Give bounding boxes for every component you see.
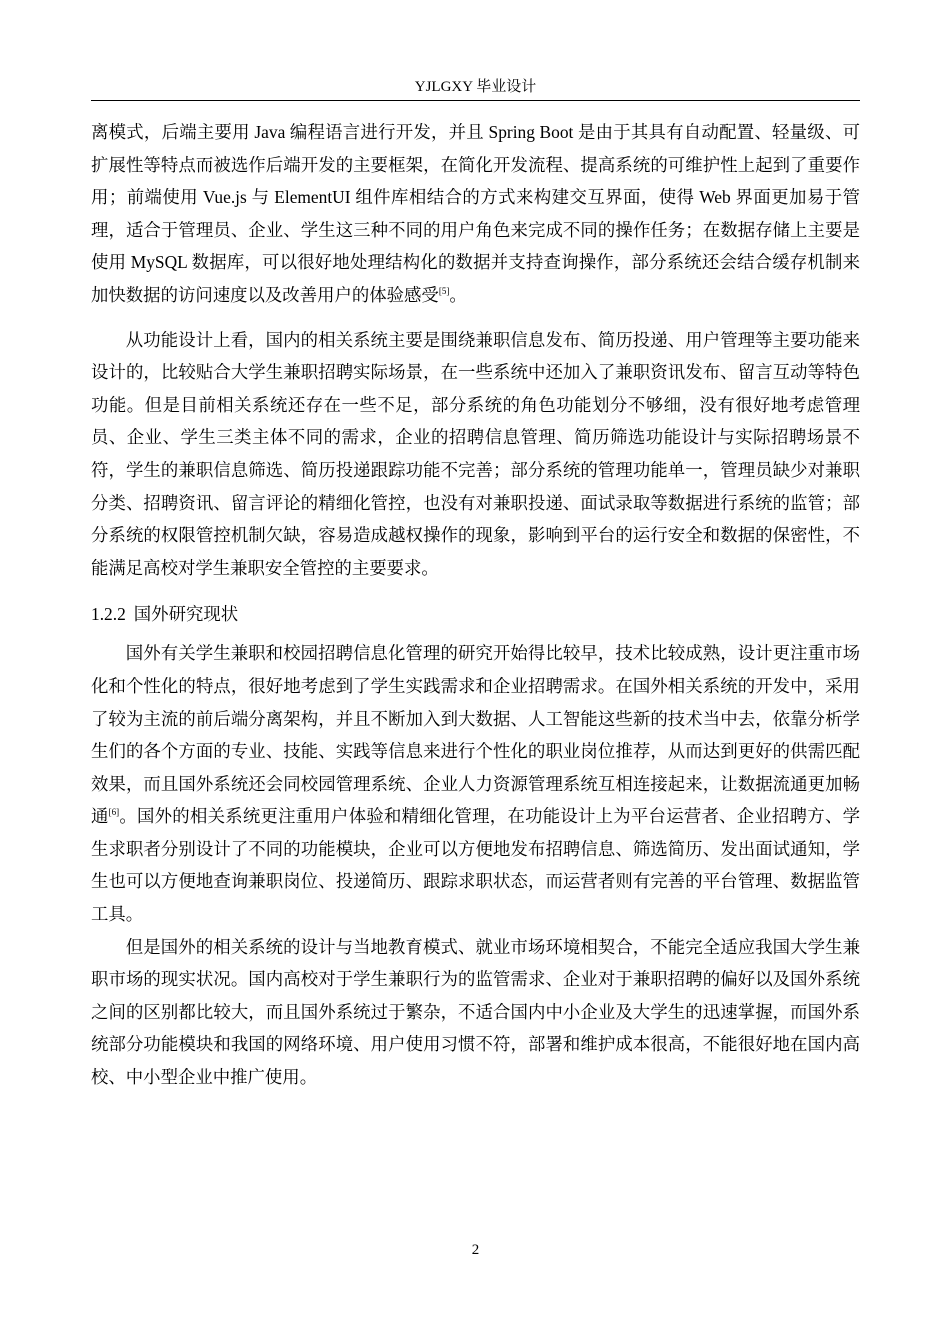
header-rule [91, 100, 860, 101]
paragraph-domestic-functions: 从功能设计上看，国内的相关系统主要是围绕兼职信息发布、简历投递、用户管理等主要功能来设计的，比较贴合大学生兼职招聘实际场景，在一些系统中还加入了兼职资讯发布、留言互动等特色功能。但是目前相关系统还存在一些不足，部分系统的角色功能划分不够细，没有很好地考虑管理员、企业、学生三类主体不同的需求，企业的招聘信息管理、简历筛选功能设计与实际招聘场景不符，学生的兼职信息筛选、简历投递跟踪功能不完善；部分系统的管理功能单一，管理员缺少对兼职分类、招聘资讯、留言评论的精细化管控，也没有对兼职投递、面试录取等数据进行系统的监管；部分系统的权限管控机制欠缺，容易造成越权操作的现象，影响到平台的运行安全和数据的保密性，不能满足高校对学生兼职安全管控的主要要求。 [91, 329, 860, 578]
paragraph-text: 。 [449, 284, 467, 305]
section-heading [91, 598, 860, 631]
citation-5: [5] [438, 285, 450, 296]
header-title: YJLGXY 毕业设计 [414, 79, 537, 95]
document-body [91, 116, 860, 1094]
page-footer [91, 1242, 860, 1259]
paragraph-text: 离模式，后端主要用 Java 编程语言进行开发，并且 Spring Boot 是由于其具有自动配置、轻量级、可扩展性等特点而被选作后端开发的主要框架，在简化开发流程、提高系统的可维护性上起到了重要作用；前端使用 Vue.js 与 ElementUI 组件库相结合的方式来构建交互界面，使得 Web 界面更加易于管理，适合于管理员、企业、学生这三种不同的用户角色来完成不同的操作任务；在数据存储上主要是使用 MySQL 数据库，可以很好地处理结构化的数据并支持查询操作，部分系统还会结合缓存机制来加快数据的访问速度以及改善用户的体验感受 [91, 122, 860, 305]
citation-6: [6] [108, 807, 120, 818]
paragraph-text: 国外有关学生兼职和校园招聘信息化管理的研究开始得比较早，技术比较成熟，设计更注重市场化和个性化的特点，很好地考虑到了学生实践需求和企业招聘需求。在国外相关系统的开发中，采用了较为主流的前后端分离架构，并且不断加入到大数据、人工智能这些新的技术当中去，依靠分析学生们的各个方面的专业、技能、实践等信息来进行个性化的职业岗位推荐，从而达到更好的供需匹配效果，而且国外系统还会同校园管理系统、企业人力资源管理系统互相连接起来，让数据流通更加畅通 [91, 643, 860, 827]
section-number: 1.2.2 [91, 604, 126, 625]
paragraph-foreign-limitations: 但是国外的相关系统的设计与当地教育模式、就业市场环境相契合，不能完全适应我国大学生兼职市场的现实状况。国内高校对于学生兼职行为的监管需求、企业对于兼职招聘的偏好以及国外系统之间的区别都比较大，而且国外系统过于繁杂，不适合国内中小企业及大学生的迅速掌握，而国外系统部分功能模块和我国的网络环境、用户使用习惯不符，部署和维护成本很高，不能很好地在国内高校、中小型企业中推广使用。 [91, 936, 860, 1088]
page-header [91, 78, 860, 96]
paragraph-text: 。国外的相关系统更注重用户体验和精细化管理，在功能设计上为平台运营者、企业招聘方、学生求职者分别设计了不同的功能模块，企业可以方便地发布招聘信息、筛选简历、发出面试通知，学生也可以方便地查询兼职岗位、投递简历、跟踪求职状态，而运营者则有完善的平台管理、数据监管工具。 [91, 806, 860, 925]
page-number: 2 [471, 1242, 480, 1258]
paragraph-foreign-research [91, 637, 860, 930]
paragraph-architecture [91, 116, 860, 312]
section-title: 国外研究现状 [133, 605, 239, 626]
